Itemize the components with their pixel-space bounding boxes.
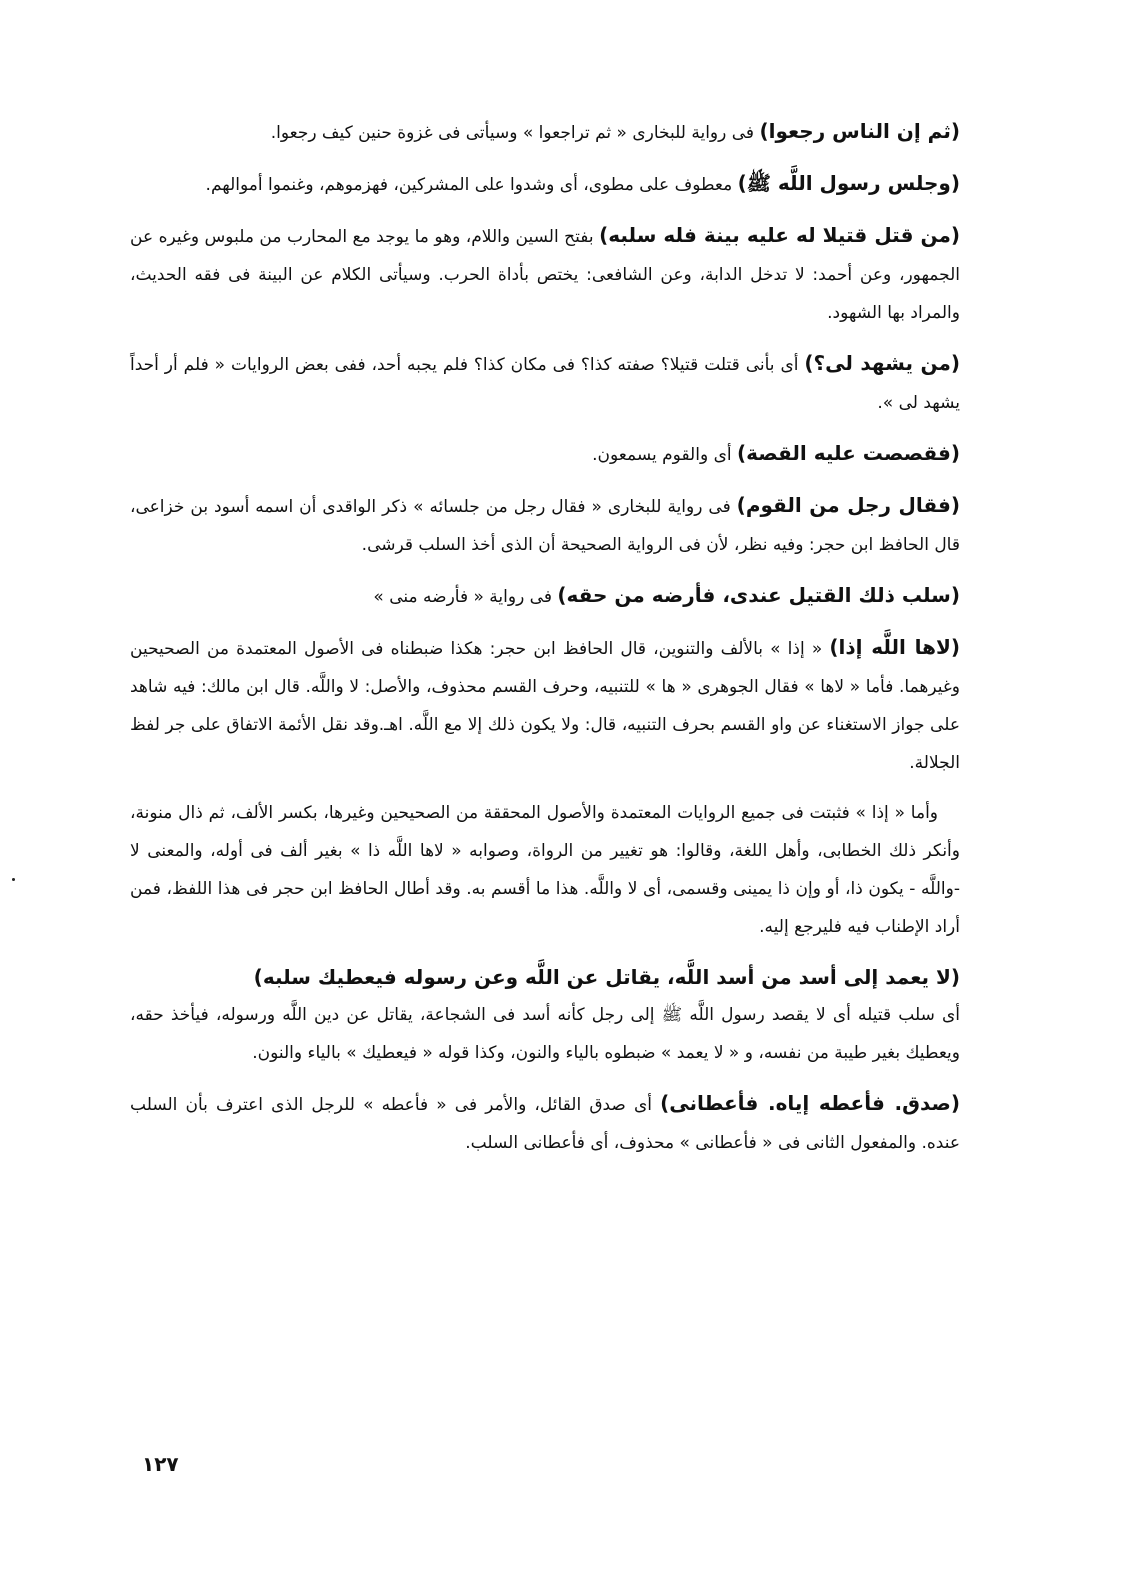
hadith-lemma: (صدق. فأعطه إياه. فأعطانى)	[660, 1091, 960, 1115]
commentary-paragraph-2	[130, 164, 960, 204]
commentary-paragraph-3	[130, 216, 960, 332]
commentary-paragraph-5	[130, 434, 960, 474]
commentary-paragraph-6	[130, 486, 960, 564]
commentary-paragraph-8	[130, 628, 960, 782]
commentary-text: بفتح السين واللام، وهو ما يوجد مع المحارب من ملبوس وغيره عن الجمهور، وعن أحمد: لا تدخل الدابة، وعن الشافعى: يختص بأداة الحرب. وسيأتى الكلام عن البينة فى فقه الحديث، والمراد بها الشهود.	[130, 227, 960, 323]
hadith-lemma: (من قتل قتيلا له عليه بينة فله سلبه)	[599, 223, 960, 247]
commentary-text: أى بأنى قتلت قتيلا؟ صفته كذا؟ فى مكان كذا؟ فلم يجبه أحد، ففى بعض الروايات « فلم أر أحداً يشهد لى ».	[130, 355, 960, 413]
hadith-lemma: (فقال رجل من القوم)	[736, 493, 960, 517]
commentary-text: أى سلب قتيله أى لا يقصد رسول اللَّه ﷺ إلى رجل كأنه أسد فى الشجاعة، يقاتل عن دين اللَّه ورسوله، فيأخذ حقه، ويعطيك بغير طيبة من نفسه، و « لا يعمد » ضبطوه بالياء والنون، وكذا قوله « فيعطيك » بالياء والنون.	[130, 1005, 960, 1063]
commentary-text: فى رواية للبخارى « ثم تراجعوا » وسيأتى فى غزوة حنين كيف رجعوا.	[270, 123, 760, 143]
commentary-text: فى رواية للبخارى « فقال رجل من جلسائه » ذكر الواقدى أن اسمه أسود بن خزاعى، قال الحافظ ابن حجر: وفيه نظر، لأن فى الرواية الصحيحة أن الذى أخذ السلب قرشى.	[130, 497, 960, 555]
hadith-lemma: (من يشهد لى؟)	[804, 351, 960, 375]
commentary-text: معطوف على مطوى، أى وشدوا على المشركين، فهزموهم، وغنموا أموالهم.	[205, 175, 738, 195]
commentary-paragraph-9	[130, 794, 960, 946]
commentary-paragraph-10	[130, 996, 960, 1072]
hadith-lemma: (فقصصت عليه القصة)	[737, 441, 960, 465]
commentary-paragraph-4	[130, 344, 960, 422]
commentary-text: « إذا » بالألف والتنوين، قال الحافظ ابن حجر: هكذا ضبطناه فى الأصول المعتمدة من الصحيحين وغيرهما. فأما « لاها » فقال الجوهرى « ها » للتنبيه، وحرف القسم محذوف، والأصل: لا واللَّه. قال ابن مالك: فيه شاهد على جواز الاستغناء عن واو القسم بحرف التنبيه، قال: ولا يكون ذلك إلا مع اللَّه. اهـ.وقد نقل الأئمة الاتفاق على جر لفظ الجلالة.	[130, 639, 960, 773]
commentary-paragraph-11	[130, 1084, 960, 1162]
page-number: ١٢٧	[142, 1452, 179, 1476]
commentary-text: أى صدق القائل، والأمر فى « فأعطه » للرجل الذى اعترف بأن السلب عنده. والمفعول الثانى فى « فأعطانى » محذوف، أى فأعطانى السلب.	[130, 1095, 960, 1153]
commentary-text: أى والقوم يسمعون.	[592, 445, 737, 465]
hadith-lemma-heading: (لا يعمد إلى أسد من أسد اللَّه، يقاتل عن اللَّه وعن رسوله فيعطيك سلبه)	[253, 965, 960, 989]
commentary-paragraph-1	[130, 112, 960, 152]
hadith-lemma: (ثم إن الناس رجعوا)	[759, 119, 960, 143]
commentary-text: فى رواية « فأرضه منى »	[373, 587, 558, 607]
hadith-lemma: (سلب ذلك القتيل عندى، فأرضه من حقه)	[557, 583, 960, 607]
hadith-lemma: (لاها اللَّه إذا)	[829, 635, 961, 659]
hadith-lemma: (وجلس رسول اللَّه ﷺ)	[737, 171, 960, 195]
commentary-text: وأما « إذا » فثبتت فى جميع الروايات المعتمدة والأصول المحققة من الصحيحين وغيرها، بكسر الألف، ثم ذال منونة، وأنكر ذلك الخطابى، وأهل اللغة، وقالوا: هو تغيير من الرواة، وصوابه « لاها اللَّه ذا » بغير ألف فى أوله، والمعنى لا -واللَّه - يكون ذا، أو وإن ذا يمينى وقسمى، أى لا واللَّه. هذا ما أقسم به. وقد أطال الحافظ ابن حجر فى هذا اللفظ، فمن أراد الإطناب فيه فليرجع إليه.	[130, 803, 960, 937]
page-body	[130, 112, 960, 1174]
scan-artifact-dot	[12, 878, 15, 881]
commentary-paragraph-7	[130, 576, 960, 616]
